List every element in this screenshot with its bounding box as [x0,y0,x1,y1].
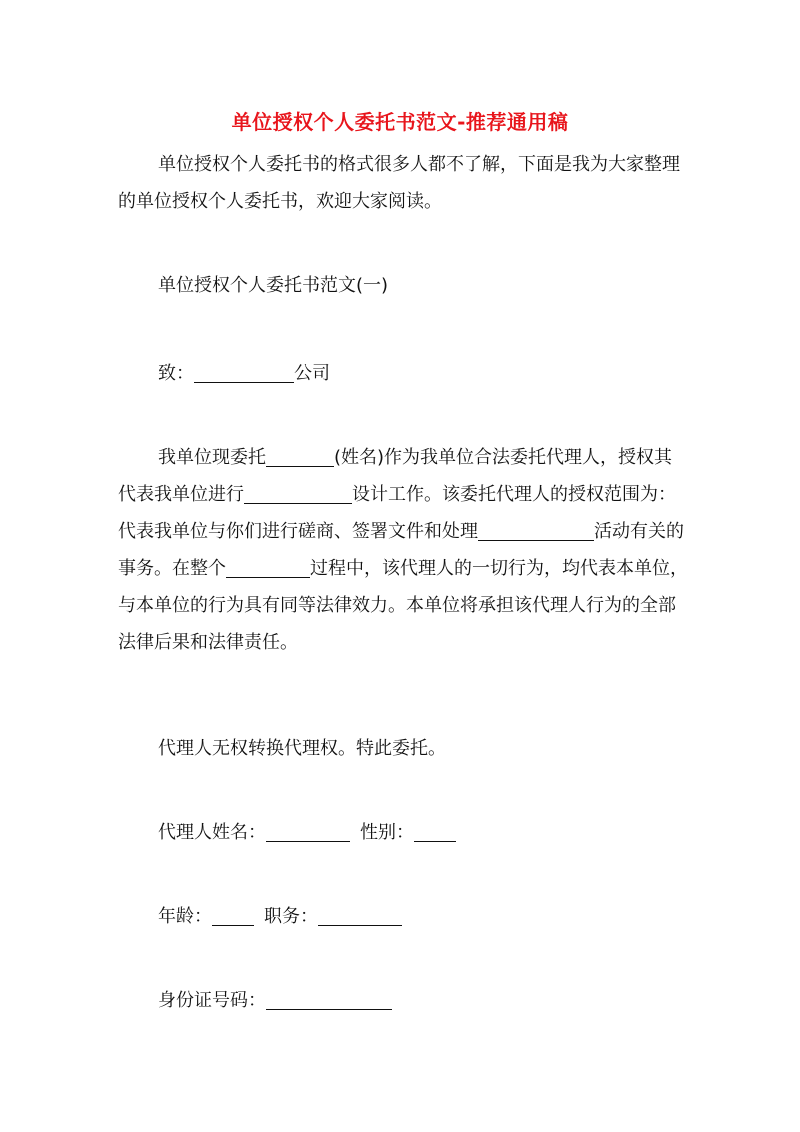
age-label: 年龄： [158,906,212,927]
position-blank [318,907,402,926]
agent-name-blank [266,823,350,842]
name-blank [266,448,334,467]
authorization-paragraph [118,439,688,661]
id-label: 身份证号码： [158,990,266,1011]
document-title: 单位授权个人委托书范文-推荐通用稿 [231,110,569,134]
body-text-2: (姓名)作为我单位合法委托代理人，授权其代表我单位进行 [118,447,673,505]
agent-name-line [118,814,688,851]
age-blank [212,907,254,926]
no-transfer-line: 代理人无权转换代理权。特此委托。 [158,738,446,759]
body-text-3: 设计工作。该委托代理人的授权范围为：代表我单位与你们进行磋商、签署文件和处理 [118,484,676,542]
intro-paragraph: 单位授权个人委托书的格式很多人都不了解，下面是我为大家整理的单位授权个人委托书，欢迎大家阅读。 [118,154,680,212]
addressee-line [118,355,688,392]
agent-name-label: 代理人姓名： [158,822,266,843]
company-blank [194,364,294,383]
body-text-4: 活动有关的事务。在整个 [118,521,684,579]
body-text-5: 过程中，该代理人的一切行为，均代表本单位，与本单位的行为具有同等法律效力。本单位将承担该代理人行为的全部法律后果和法律责任。 [118,558,688,653]
to-prefix: 致： [158,363,194,384]
age-position-line [118,898,688,935]
gender-blank [414,823,456,842]
section-heading: 单位授权个人委托书范文(一) [158,275,389,296]
gender-label: 性别： [360,822,414,843]
activity-blank [478,522,594,541]
id-blank [266,991,392,1010]
body-text-1: 我单位现委托 [158,447,266,468]
process-blank [226,559,310,578]
position-label: 职务： [264,906,318,927]
project-blank [244,485,352,504]
id-number-line [118,982,688,1019]
to-suffix: 公司 [294,363,330,384]
